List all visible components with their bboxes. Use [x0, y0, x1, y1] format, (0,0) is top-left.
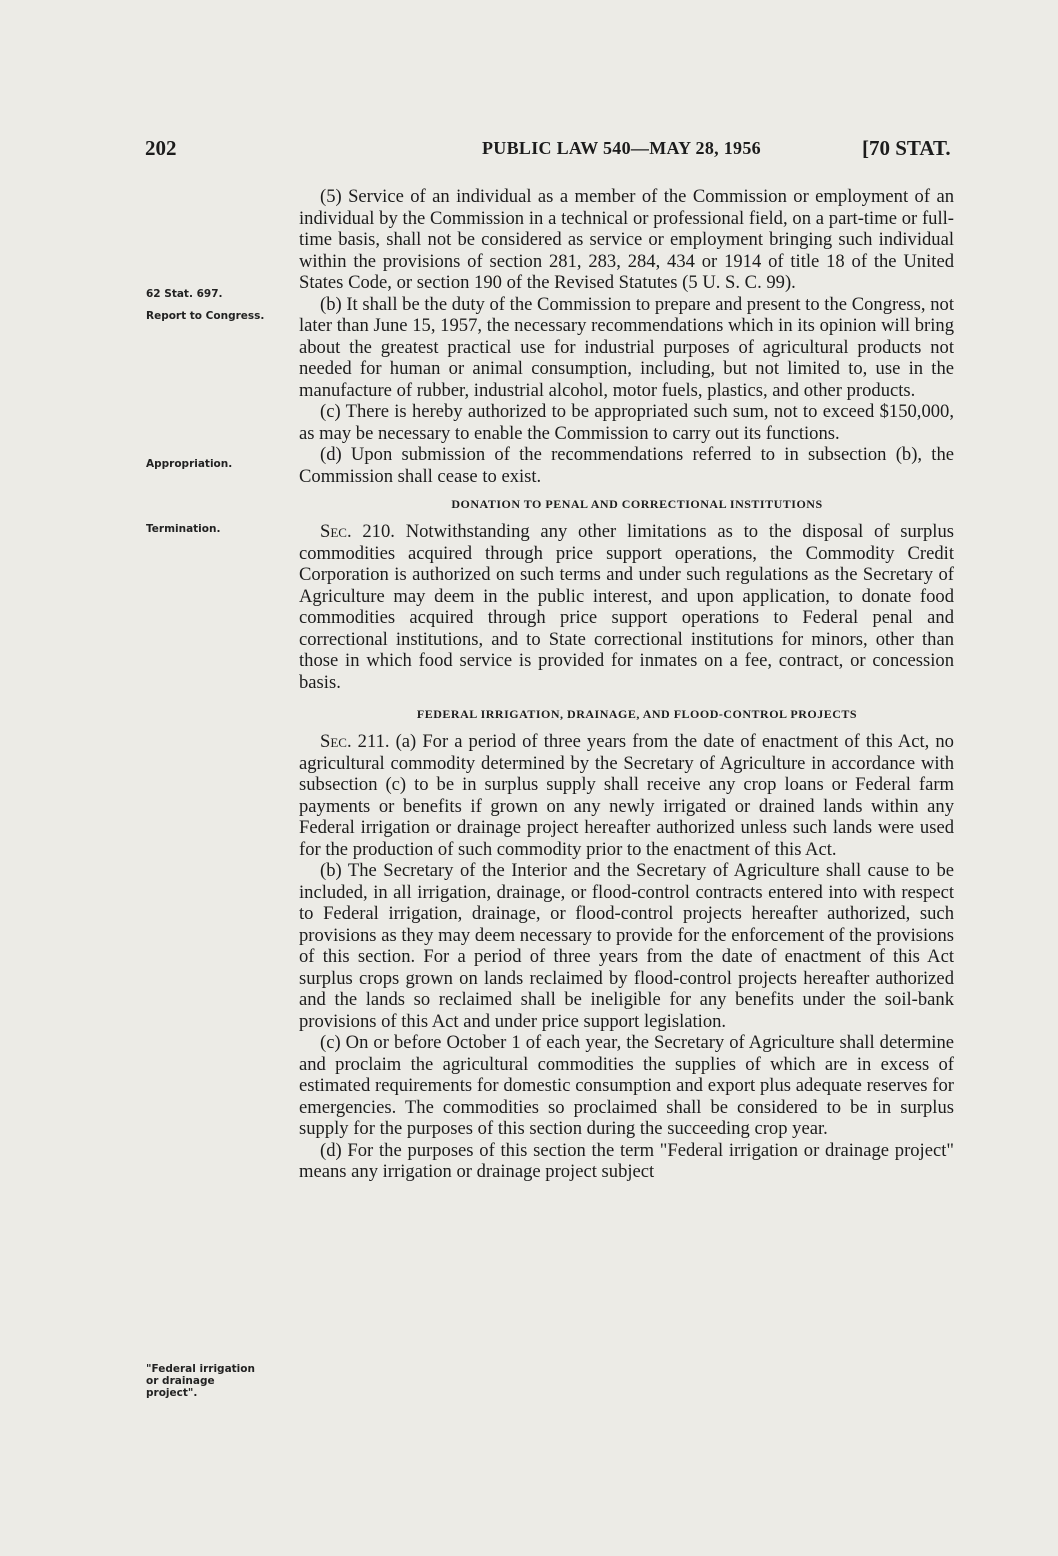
section-210-text: Notwithstanding any other limitations as to the disposal of surplus commodities acquired through price support operations, the Commodity Credit Corporation is authorized on such terms and under such regulations as the Secretary of Agriculture may deem in the public interest, and upon application, to donate food commodities acquired through price support operations to Federal penal and correctional institutions, and to State correctional institutions for minors, other than those in which food service is provided for inmates on a fee, contract, or concession basis.	[299, 521, 954, 693]
margin-note-termination: Termination.	[146, 523, 221, 535]
page-number: 202	[145, 136, 177, 160]
margin-note-definition: "Federal irrigation or drainage project".	[146, 1363, 255, 1399]
margin-note-report: Report to Congress.	[146, 310, 265, 322]
paragraph-d: (d) Upon submission of the recommendations referred to in subsection (b), the Commission shall cease to exist.	[299, 444, 954, 487]
section-211-d: (d) For the purposes of this section the term "Federal irrigation or drainage project" means any irrigation or drainage project subject	[299, 1139, 954, 1182]
section-211-c: (c) On or before October 1 of each year, the Secretary of Agriculture shall determine and proclaim the agricultural commodities the supplies of which are in excess of estimated requirements for domestic consumption and export plus adequate reserves for emergencies. The commodities so proclaimed shall be considered to be in surplus supply for the purposes of this section during the succeeding crop year.	[299, 1032, 954, 1139]
heading-irrigation: FEDERAL IRRIGATION, DRAINAGE, AND FLOOD-CONTROL PROJECTS	[416, 707, 858, 721]
volume-reference: [70 STAT.	[862, 136, 951, 160]
section-211-a	[299, 731, 954, 860]
section-210-label: Sec. 210.	[320, 521, 395, 542]
section-210	[299, 521, 954, 693]
margin-note-stat-ref: 62 Stat. 697.	[146, 288, 223, 300]
heading-donation: DONATION TO PENAL AND CORRECTIONAL INSTITUTIONS	[451, 497, 823, 511]
header-title: PUBLIC LAW 540—MAY 28, 1956	[482, 138, 761, 158]
paragraph-b: (b) It shall be the duty of the Commission to prepare and present to the Congress, not later than June 15, 1957, the necessary recommendations which in its opinion will bring about the greatest practical use for industrial purposes of agricultural products not needed for human or animal consumption, including, but not limited to, use in the manufacture of rubber, industrial alcohol, motor fuels, plastics, and other products.	[299, 293, 954, 401]
section-211-label: Sec. 211.	[320, 731, 390, 752]
paragraph-5: (5) Service of an individual as a member of the Commission or employment of an individual by the Commission in a technical or professional field, on a part-time or full-time basis, shall not be considered as service or employment bringing such individual within the provisions of section 281, 283, 284, 434 or 1914 of title 18 of the United States Code, or section 190 of the Revised Statutes (5 U. S. C. 99).	[299, 186, 954, 293]
paragraph-c: (c) There is hereby authorized to be appropriated such sum, not to exceed $150,000, as may be necessary to enable the Commission to carry out its functions.	[299, 401, 954, 444]
section-211-a-text: (a) For a period of three years from the date of enactment of this Act, no agricultural commodity determined by the Secretary of Agriculture in accordance with subsection (c) to be in surplus supply shall receive any crop loans or Federal farm payments or benefits if grown on any newly irrigated or drained lands within any Federal irrigation or drainage project hereafter authorized unless such lands were used for the production of such commodity prior to the enactment of this Act.	[299, 731, 954, 860]
margin-note-appropriation: Appropriation.	[146, 458, 233, 470]
section-211-b: (b) The Secretary of the Interior and the Secretary of Agriculture shall cause to be included, in all irrigation, drainage, or flood-control contracts entered into with respect to Federal irrigation, drainage, or flood-control projects hereafter authorized, such provisions as they may deem necessary to provide for the enforcement of the provisions of this section. For a period of three years from the date of enactment of this Act surplus crops grown on lands reclaimed by flood-control projects hereafter authorized and the lands so reclaimed shall be ineligible for any benefits under the soil-bank provisions of this Act and under price support legislation.	[299, 860, 954, 1032]
running-header	[0, 136, 1058, 166]
main-text	[299, 186, 954, 1183]
